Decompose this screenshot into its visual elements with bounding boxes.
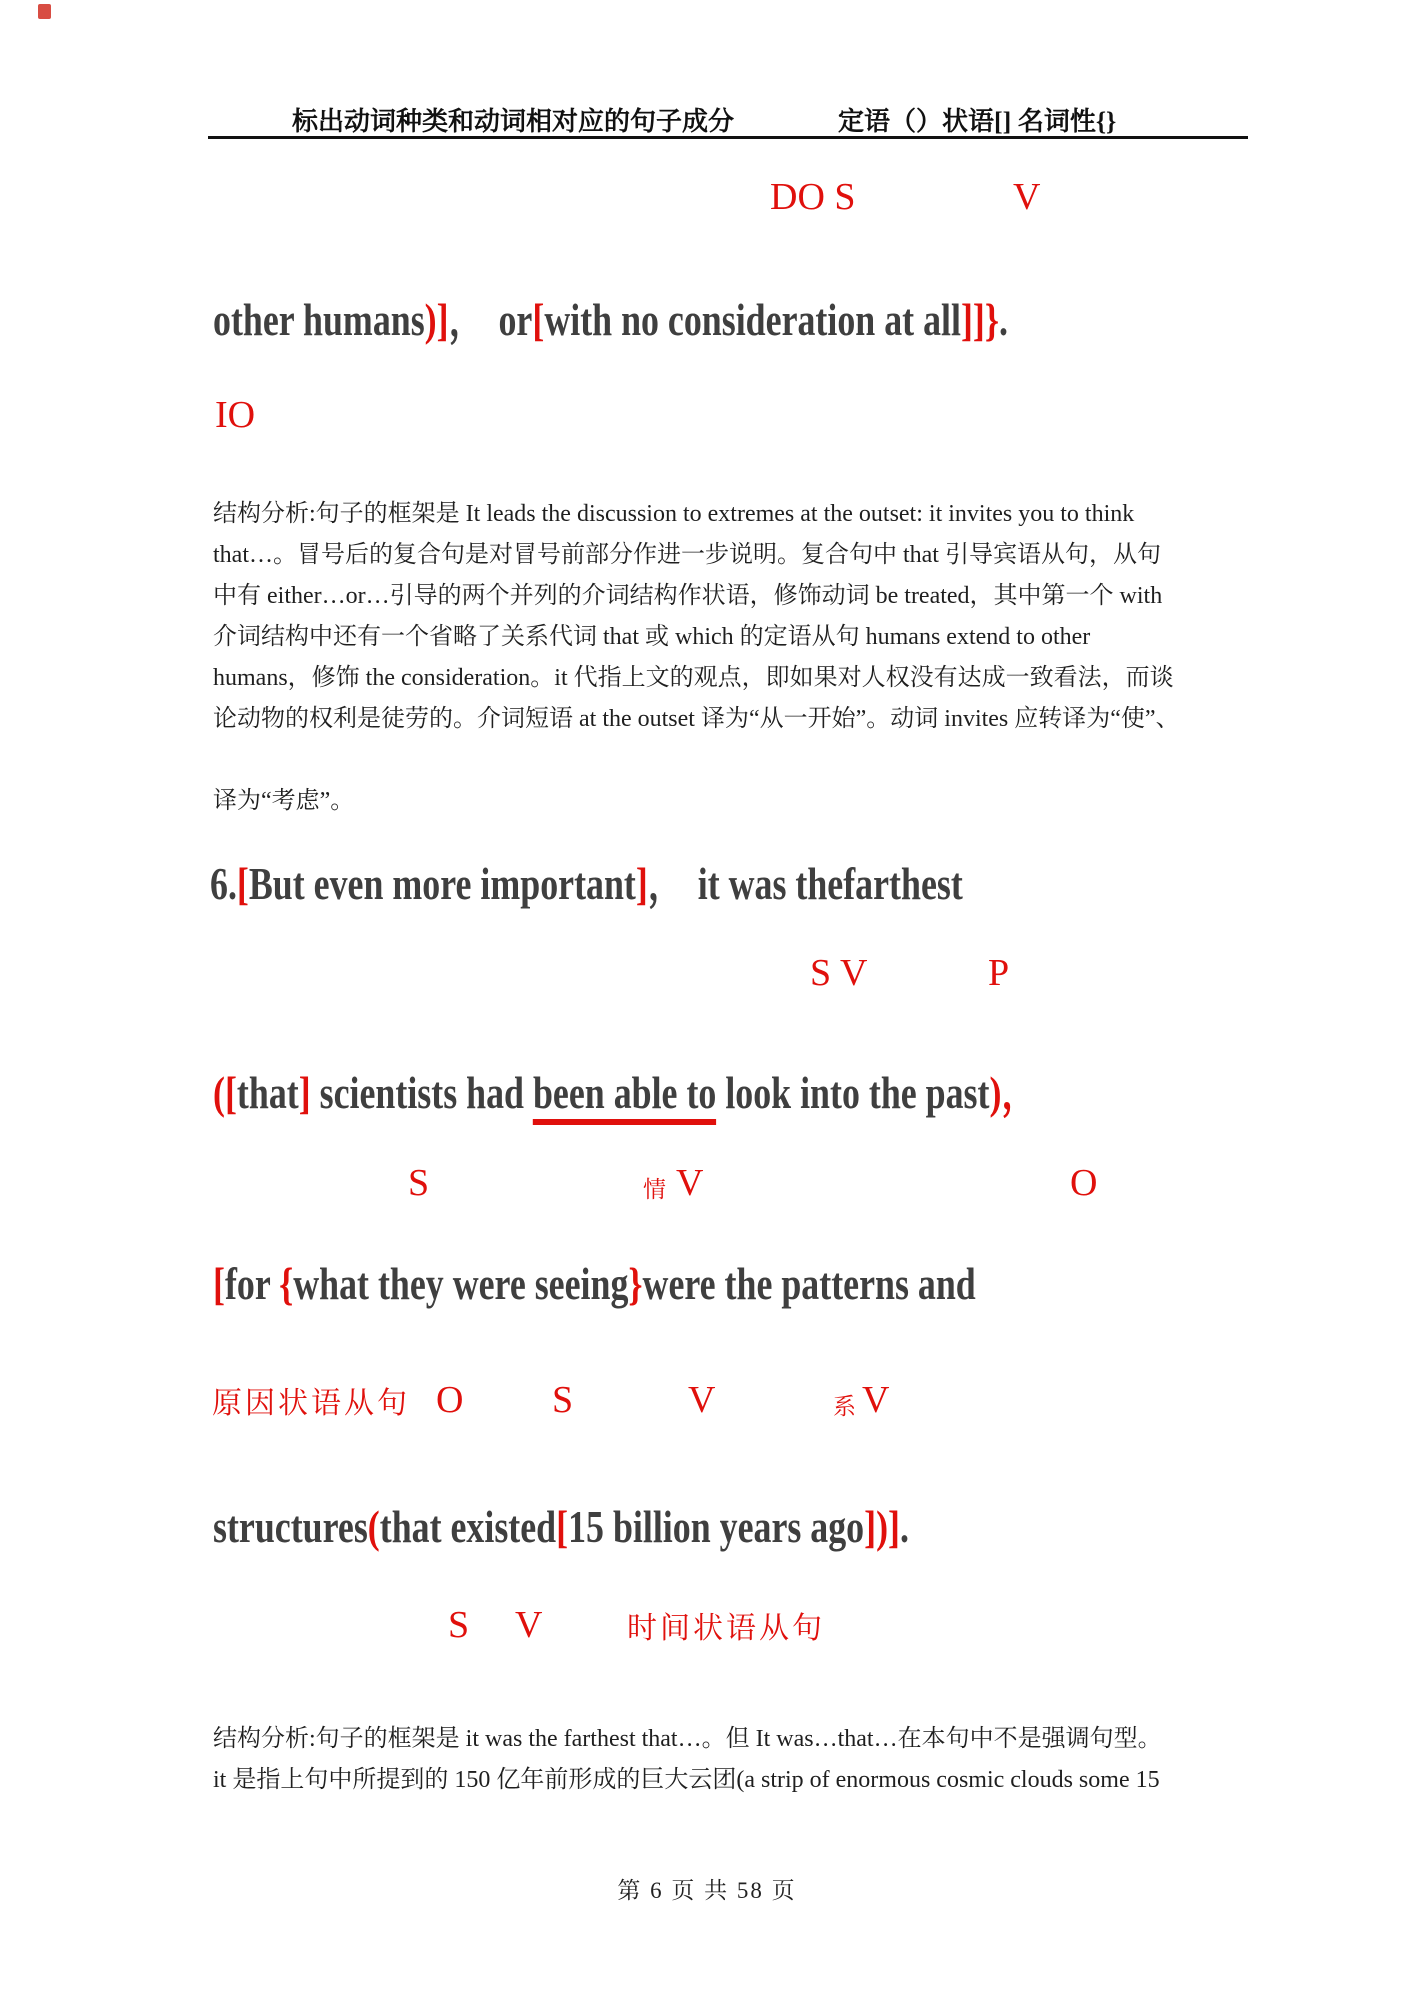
annotation-s: S (448, 1604, 470, 1646)
heading-6-text2: it was thefarthest (697, 858, 963, 909)
annotation-v: V (1013, 176, 1041, 218)
brace-open: { (279, 1258, 294, 1309)
heading-6-text: But even more important (248, 858, 636, 909)
sentence-1-text: other humans (213, 294, 425, 345)
bracket-close: ] (635, 858, 648, 909)
corner-mark (38, 4, 51, 19)
analysis-2-line: 结构分析:句子的框架是 it was the farthest that…。但 It was…that…在本句中不是强调句型。 (213, 1726, 1162, 1752)
page-number: 第 6 页 共 58 页 (617, 1878, 797, 1903)
sentence-2-text2: look into the past (716, 1067, 990, 1118)
sentence-4-text: structures (213, 1501, 368, 1552)
sentence-2 (213, 1068, 1037, 1119)
comma: ， (1001, 1067, 1038, 1118)
paren-open: ( (367, 1501, 380, 1552)
paren-open: ( (213, 1067, 225, 1118)
annotation-modal: 情 (643, 1177, 666, 1202)
analysis-1-line: 译为“考虑”。 (213, 788, 355, 814)
sentence-4-text2: that existed (379, 1501, 557, 1552)
annotation-v: V (676, 1162, 704, 1204)
analysis-paragraph-1 (213, 494, 1180, 822)
analysis-1-line (213, 740, 1180, 781)
sentence-3 (213, 1259, 976, 1310)
analysis-1-line: 中有 either…or…引导的两个并列的介词结构作状语，修饰动词 be treated，其中第一个 with (213, 583, 1163, 609)
header-legend: 定语（）状语[] 名词性{} (838, 107, 1117, 136)
brackets-close: ]]} (960, 294, 999, 345)
sentence-2-underlined: been able to (533, 1067, 716, 1125)
sentence-2-text: scientists had (310, 1067, 533, 1118)
sentence-4 (213, 1502, 909, 1553)
sentence-1 (213, 295, 1008, 346)
heading-item-6 (210, 859, 963, 910)
annotation-reason-clause: 原因状语从句 (212, 1387, 410, 1420)
annotation-v2: V (862, 1379, 890, 1421)
annotation-copula: 系 (833, 1394, 856, 1419)
annotation-v: V (515, 1604, 543, 1646)
brackets-close: ])] (864, 1501, 900, 1552)
annotation-s-v: S V (810, 952, 868, 994)
analysis-1-line: 结构分析:句子的框架是 It leads the discussion to extremes at the outset: it invites you to think (213, 501, 1135, 527)
annotation-s: S (552, 1379, 574, 1421)
brace-close: } (628, 1258, 643, 1309)
annotation-v: V (688, 1379, 716, 1421)
sentence-1-text2: with no consideration at all (544, 294, 961, 345)
bracket-open: [ (224, 1067, 237, 1118)
bracket-close: )] (424, 294, 449, 345)
bracket-open: [ (532, 294, 545, 345)
item-number: 6. (210, 858, 237, 909)
analysis-1-line: 论动物的权利是徒劳的。介词短语 at the outset 译为“从一开始”。动词 invites 应转译为“使”、 (213, 706, 1180, 732)
bracket-close: ] (298, 1067, 311, 1118)
period: . (899, 1501, 909, 1552)
bracket-open: [ (236, 858, 249, 909)
analysis-2-line: it 是指上句中所提到的 150 亿年前形成的巨大云团(a strip of enormous cosmic clouds some 15 (213, 1767, 1160, 1793)
header-left-title: 标出动词种类和动词相对应的句子成分 (292, 107, 735, 136)
comma: ， (448, 294, 485, 345)
sentence-3-for: for (224, 1258, 280, 1309)
analysis-1-line: that…。冒号后的复合句是对冒号前部分作进一步说明。复合句中 that 引导宾语从句，从句 (213, 542, 1161, 568)
annotation-s: S (408, 1162, 430, 1204)
annotation-o: O (436, 1379, 464, 1421)
bracket-open: [ (213, 1258, 225, 1309)
bracket-open: [ (556, 1501, 569, 1552)
analysis-1-line: humans，修饰 the consideration。it 代指上文的观点，即如果对人权没有达成一致看法，而谈 (213, 665, 1174, 691)
paren-close: ) (989, 1067, 1002, 1118)
sentence-2-that: that (236, 1067, 299, 1118)
analysis-1-line: 介词结构中还有一个省略了关系代词 that 或 which 的定语从句 humans extend to other (213, 624, 1091, 650)
annotation-p: P (988, 952, 1010, 994)
sentence-3-text2: were the patterns and (642, 1258, 976, 1309)
sentence-1-or: or (498, 294, 533, 345)
sentence-3-text: what they were seeing (293, 1258, 629, 1309)
header-rule (208, 136, 1248, 139)
period: . (998, 294, 1008, 345)
annotation-io: IO (215, 394, 256, 436)
annotation-do-s: DO S (770, 176, 856, 218)
comma: ， (647, 858, 684, 909)
annotation-time-clause: 时间状语从句 (627, 1612, 825, 1645)
annotation-o: O (1070, 1162, 1098, 1204)
analysis-paragraph-2 (213, 1719, 1162, 1801)
sentence-4-text3: 15 billion years ago (568, 1501, 865, 1552)
